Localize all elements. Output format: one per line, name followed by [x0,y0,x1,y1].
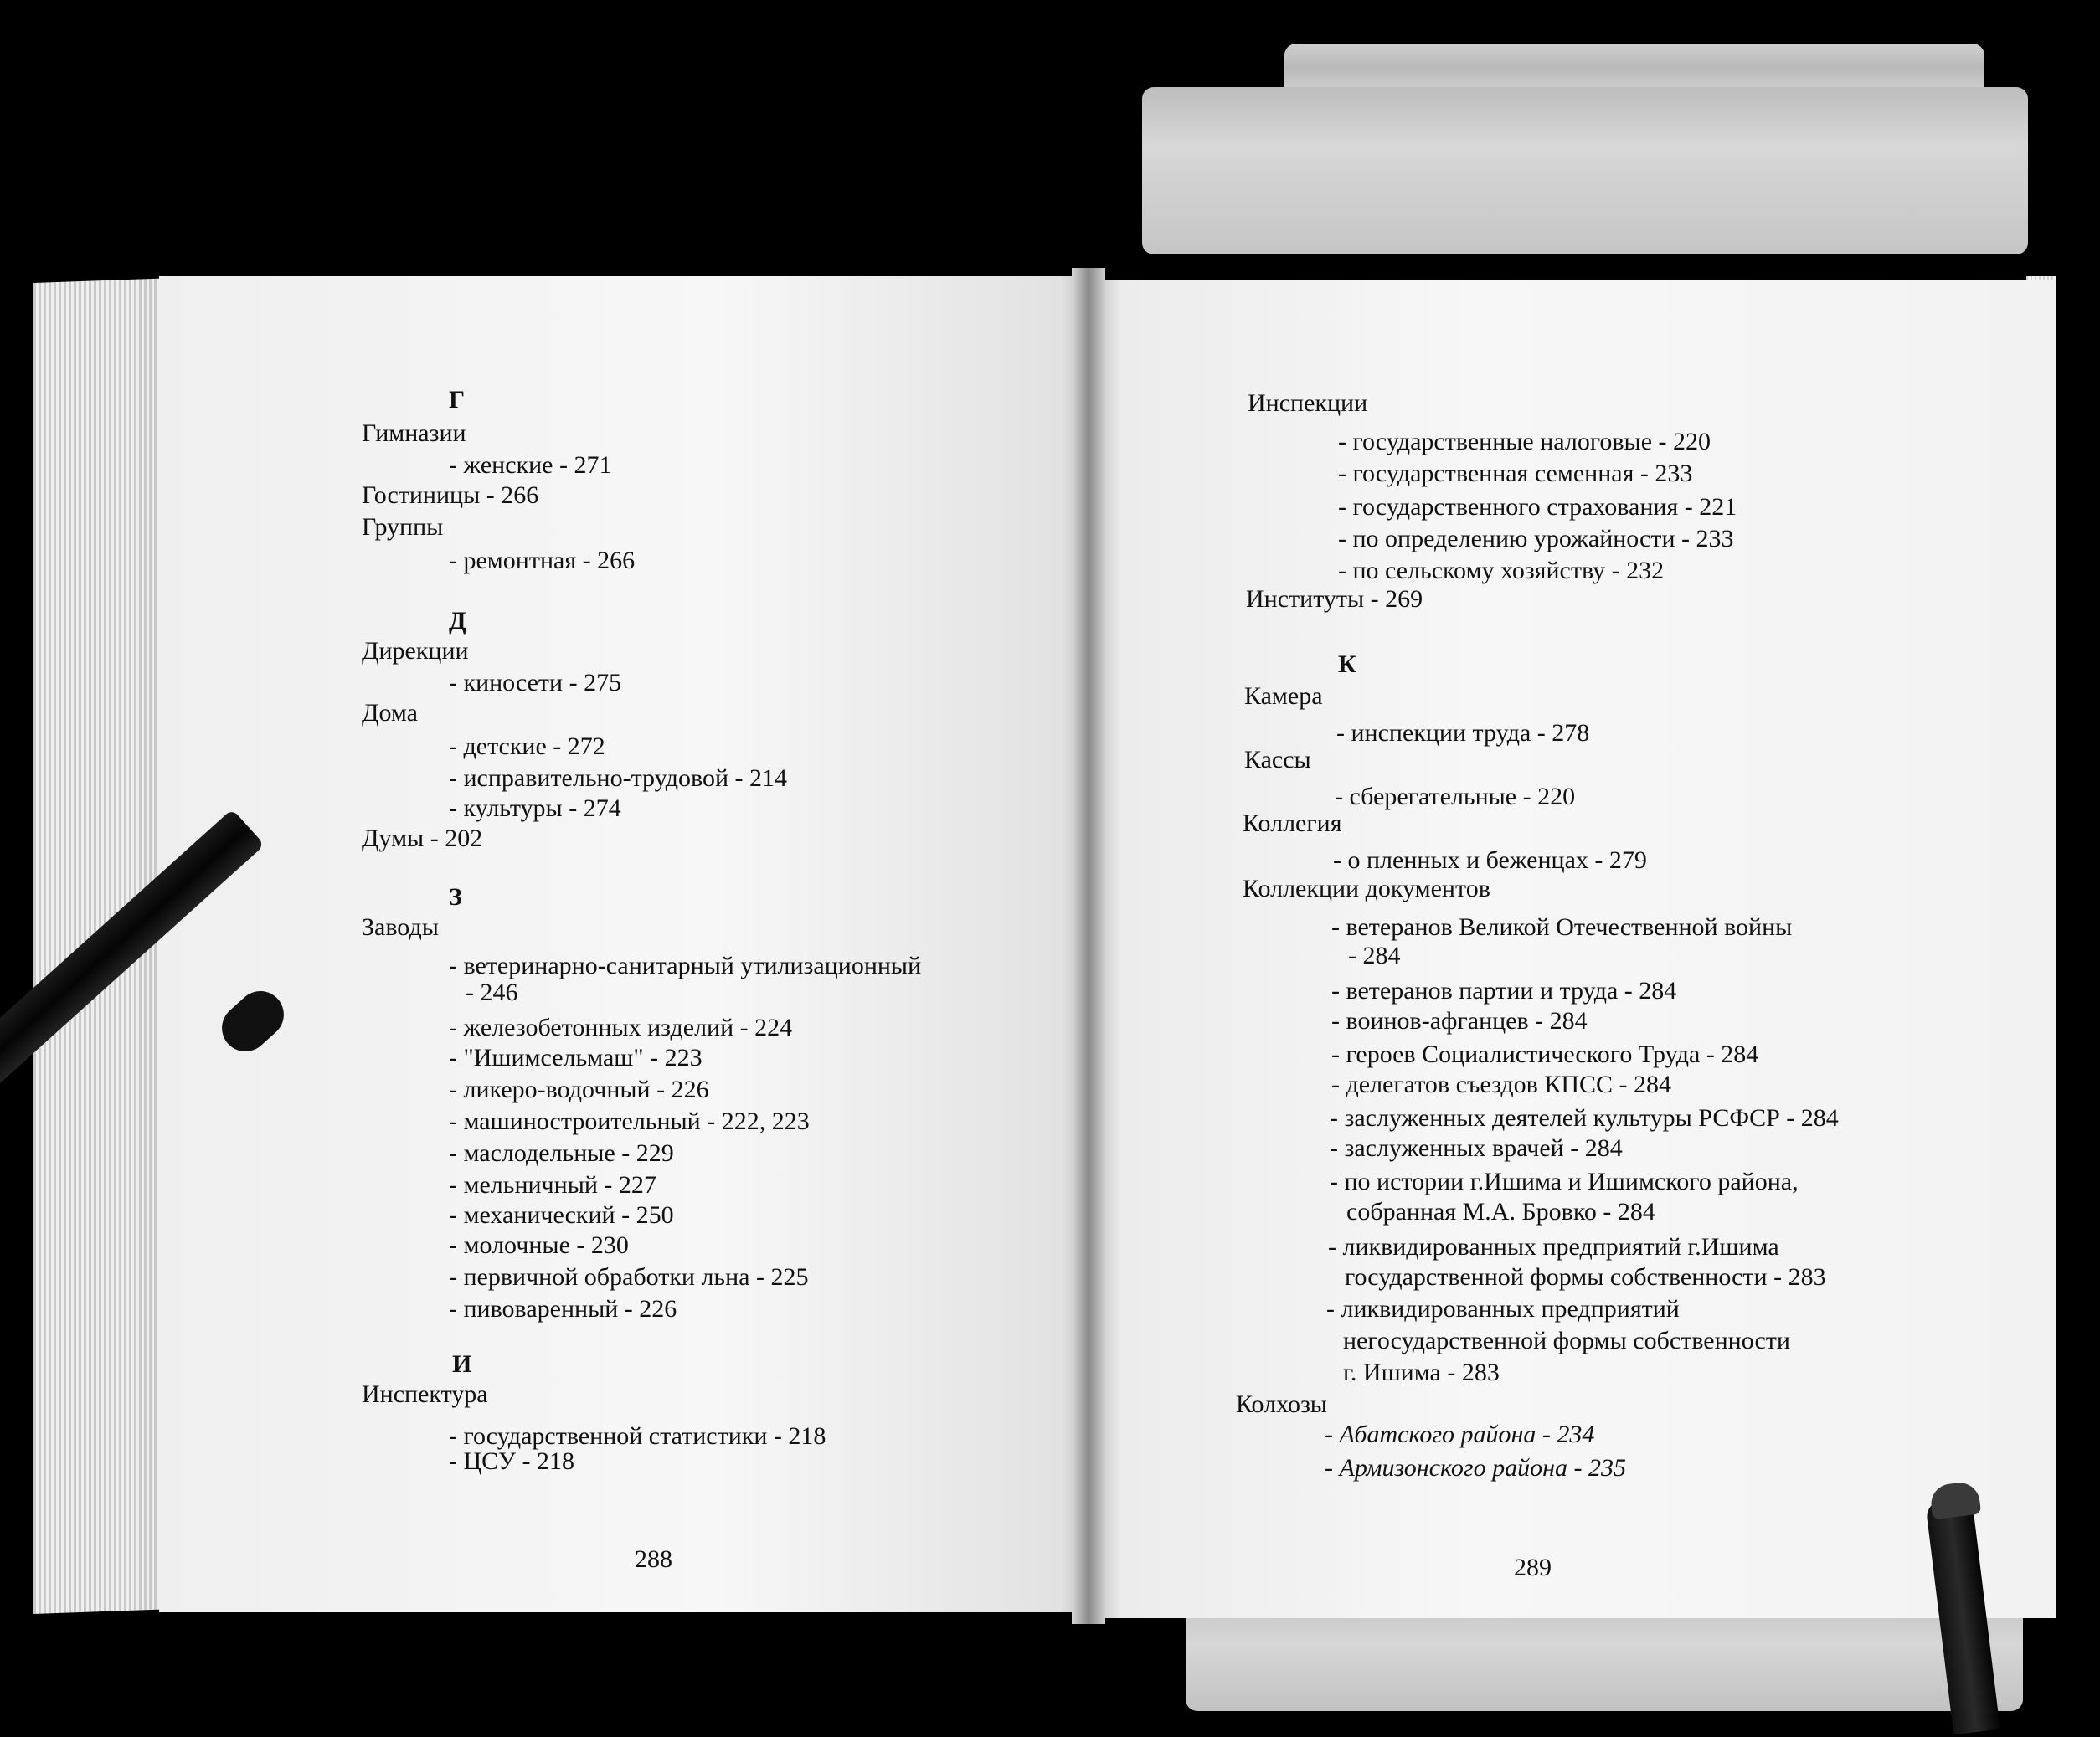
index-subentry: - ветеранов Великой Отечественной войны [1331,913,1793,941]
index-entry: Кассы [1244,746,1311,773]
left-page [159,276,1089,1612]
index-entry: Колхозы [1236,1390,1327,1418]
index-entry: Коллекции документов [1243,875,1490,902]
index-subentry: - по определению урожайности - 233 [1338,525,1734,552]
index-entry: Коллегия [1243,809,1342,837]
index-subentry: - по сельскому хозяйству - 232 [1338,557,1665,584]
index-subentry: - "Ишимсельмаш" - 223 [449,1044,703,1071]
index-entry: Думы - 202 [362,825,483,852]
index-subentry-continuation: негосударственной формы собственности [1343,1327,1790,1354]
index-letter-heading: К [1338,650,1356,678]
index-subentry: - заслуженных врачей - 284 [1330,1134,1623,1162]
index-entry: Инспектура [362,1380,488,1408]
page-number-left: 288 [635,1545,672,1573]
index-subentry: - инспекции труда - 278 [1336,719,1590,747]
index-subentry: - героев Социалистического Труда - 284 [1331,1041,1759,1068]
index-letter-heading: Г [449,386,466,414]
index-subentry-continuation: г. Ишима - 283 [1343,1359,1500,1386]
index-subentry: - исправительно-трудовой - 214 [449,764,788,792]
index-subentry: - механический - 250 [449,1201,674,1229]
index-subentry: - сберегательные - 220 [1335,783,1576,810]
index-subentry: - ремонтная - 266 [449,547,636,574]
index-letter-heading: Д [449,607,466,635]
book-gutter [1072,268,1105,1624]
index-subentry: - мельничный - 227 [449,1171,656,1199]
index-subentry: - молочные - 230 [449,1231,629,1259]
index-subentry-continuation: - 246 [466,979,518,1006]
index-subentry: - ЦСУ - 218 [449,1447,574,1475]
index-subentry: - государственная семенная - 233 [1338,460,1693,487]
index-letter-heading: И [452,1350,472,1378]
index-subentry: - по истории г.Ишима и Ишимского района, [1330,1168,1799,1195]
index-subentry: - пивоваренный - 226 [449,1295,677,1323]
index-letter-heading: З [449,883,462,911]
index-subentry: - ветеринарно-санитарный утилизационный [449,952,922,979]
index-subentry: - государственной статистики - 218 [449,1422,826,1450]
index-subentry: - государственные налоговые - 220 [1338,428,1711,455]
index-subentry: - киносети - 275 [449,669,622,696]
index-subentry: - Абатского района - 234 [1325,1421,1595,1448]
index-subentry-continuation: собранная М.А. Бровко - 284 [1346,1198,1655,1226]
index-entry: Инспекции [1248,389,1368,417]
index-subentry: - маслодельные - 229 [449,1139,674,1167]
index-subentry: - ликвидированных предприятий [1326,1295,1680,1323]
index-subentry: - детские - 272 [449,732,605,760]
index-subentry: - ветеранов партии и труда - 284 [1331,977,1677,1005]
index-subentry: - первичной обработки льна - 225 [449,1263,809,1291]
index-subentry: - железобетонных изделий - 224 [449,1014,793,1041]
index-subentry: - государственного страхования - 221 [1338,493,1737,521]
index-subentry: - машиностроительный - 222, 223 [449,1107,810,1135]
index-subentry: - о пленных и беженцах - 279 [1333,846,1647,874]
index-entry: Гостиницы - 266 [362,481,539,509]
index-entry: Группы [362,513,444,541]
foam-support-top-large [1142,87,2028,254]
index-subentry: - Армизонского района - 235 [1325,1454,1626,1482]
index-subentry: - культуры - 274 [449,794,621,822]
index-subentry: - заслуженных деятелей культуры РСФСР - 284 [1330,1104,1839,1132]
index-subentry-continuation: - 284 [1348,942,1401,969]
page-number-right: 289 [1514,1554,1552,1581]
index-entry: Дирекции [362,637,469,665]
index-entry: Дома [362,699,418,727]
index-subentry: - воинов-афганцев - 284 [1331,1007,1588,1035]
index-subentry-continuation: государственной формы собственности - 283 [1345,1263,1826,1291]
index-subentry: - ликвидированных предприятий г.Ишима [1328,1233,1779,1261]
index-subentry: - делегатов съездов КПСС - 284 [1331,1071,1672,1098]
index-subentry: - ликеро-водочный - 226 [449,1076,709,1103]
index-subentry: - женские - 271 [449,451,612,479]
index-entry: Заводы [362,913,439,941]
index-entry: Камера [1244,682,1323,710]
index-entry: Гимназии [362,419,466,447]
index-entry: Институты - 269 [1246,585,1423,613]
